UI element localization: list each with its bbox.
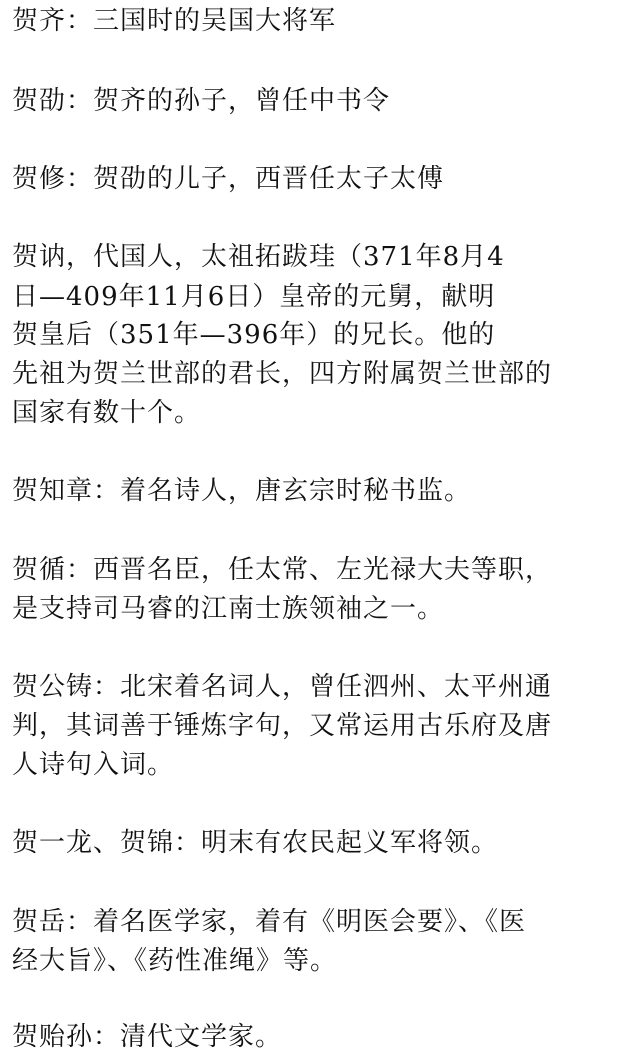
entry-line: 贺知章：着名诗人，唐玄宗时秘书监。 <box>12 476 472 506</box>
entry-line: 贺岳：着名医学家，着有《明医会要》、《医 <box>12 907 527 937</box>
entry-line: 贺齐：三国时的吴国大将军 <box>12 6 337 36</box>
entry-line: 贺公铸：北宋着名词人，曾任泗州、太平州通 <box>12 672 553 702</box>
entry-line: 经大旨》、《药性准绳》等。 <box>12 946 338 976</box>
entry-line: 日—409年11月6日）皇帝的元舅，献明 <box>12 282 496 312</box>
entry-line: 先祖为贺兰世部的君长，四方附属贺兰世部的 <box>12 359 553 389</box>
entry-line: 贺贻孙：清代文学家。 <box>12 1022 283 1052</box>
entry-line: 贺循：西晋名臣，任太常、左光禄大夫等职， <box>12 555 553 585</box>
entry-line: 贺劭：贺齐的孙子，曾任中书令 <box>12 86 391 116</box>
entry-line: 判，其词善于锤炼字句，又常运用古乐府及唐 <box>12 711 553 741</box>
entry-line: 贺一龙、贺锦：明末有农民起义军将领。 <box>12 828 499 858</box>
entry-line: 贺皇后（351年—396年）的兄长。他的 <box>12 320 496 350</box>
entry-line: 国家有数十个。 <box>12 398 202 428</box>
entry-line: 是支持司马睿的江南士族领袖之一。 <box>12 594 445 624</box>
entry-line: 贺修：贺劭的儿子，西晋任太子太傅 <box>12 164 445 194</box>
entry-line: 贺讷，代国人，太祖拓跋珪（371年8月4 <box>12 242 505 272</box>
entry-line: 人诗句入词。 <box>12 750 175 780</box>
